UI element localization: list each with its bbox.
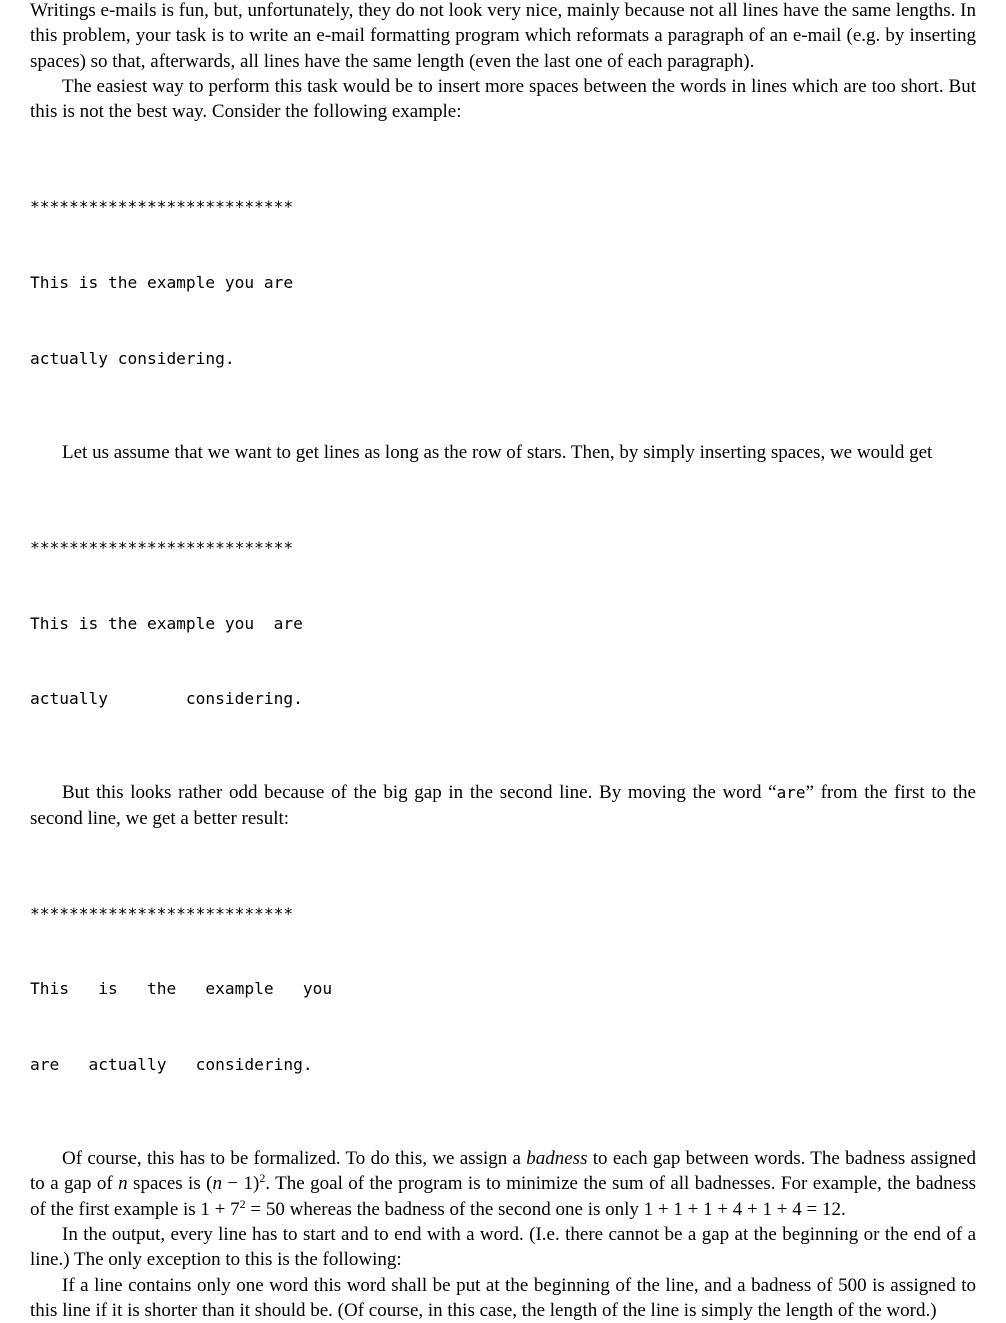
example-line: *************************** <box>30 903 294 923</box>
text-segment: . The goal of the program is to minimize the sum of all badnesses. For example, the badness of the first example is 1 + 7 <box>30 1173 976 1220</box>
text-segment: = 50 whereas the badness of the second one is only 1 + 1 + 1 + 4 + 1 + 4 = 12. <box>245 1198 846 1220</box>
problem-statement <box>30 0 976 1323</box>
example-line: actually considering. <box>30 348 235 368</box>
example-original <box>30 143 976 421</box>
term-badness: badness <box>526 1148 588 1170</box>
paragraph-badness <box>30 1146 976 1222</box>
example-line: *************************** <box>30 197 294 217</box>
text-segment: But this looks rather odd because of the big gap in the second line. By moving the word “ <box>62 782 777 804</box>
paragraph-easiest-way: The easiest way to perform this task would be to insert more spaces between the words in lines which are too short. But this is not the best way. Consider the following example: <box>30 75 976 123</box>
math-n: n <box>212 1173 222 1195</box>
math-n: n <box>118 1173 128 1195</box>
text-segment: spaces is ( <box>127 1173 213 1195</box>
example-line: This is the example you are <box>30 272 294 292</box>
example-line: *************************** <box>30 537 294 557</box>
text-segment: ” from the first to the second line, we get a better result: <box>30 782 976 829</box>
paragraph-assume: Let us assume that we want to get lines as long as the row of stars. Then, by simply inserting spaces, we would get <box>62 441 933 463</box>
paragraph-intro: Writings e-mails is fun, but, unfortunately, they do not look very nice, mainly because not all lines have the same lengths. In this problem, your task is to write an e-mail formatting program which reformats a paragraph of an e-mail (e.g. by inserting spaces) so that, afterwards, all lines have the same length (even the last one of each paragraph). <box>30 0 976 72</box>
math-exponent: 2 <box>239 1196 246 1211</box>
example-better-result <box>30 850 976 1128</box>
example-line: actually considering. <box>30 689 303 709</box>
example-inserted-spaces <box>30 484 976 762</box>
paragraph-exception: If a line contains only one word this word shall be put at the beginning of the line, and a badness of 500 is assigned to this line if it is shorter than it should be. (Of course, in this case, the length of the line is simply the length of the word.) <box>30 1274 976 1321</box>
text-segment: − 1) <box>221 1173 260 1195</box>
paragraph-rather-odd <box>30 780 976 831</box>
code-word-are: are <box>776 783 806 803</box>
math-exponent: 2 <box>259 1171 266 1186</box>
paragraph-output-rules: In the output, every line has to start and to end with a word. (I.e. there cannot be a gap at the beginning or the end of a line.) The only exception to this is the following: <box>30 1224 976 1271</box>
text-segment: to each gap between words. The badness assigned to a gap of <box>30 1148 976 1195</box>
example-line: This is the example you are <box>30 613 303 633</box>
example-line: This is the example you <box>30 979 333 999</box>
text-segment: Of course, this has to be formalized. To do this, we assign a <box>62 1148 527 1170</box>
example-line: are actually considering. <box>30 1055 313 1075</box>
